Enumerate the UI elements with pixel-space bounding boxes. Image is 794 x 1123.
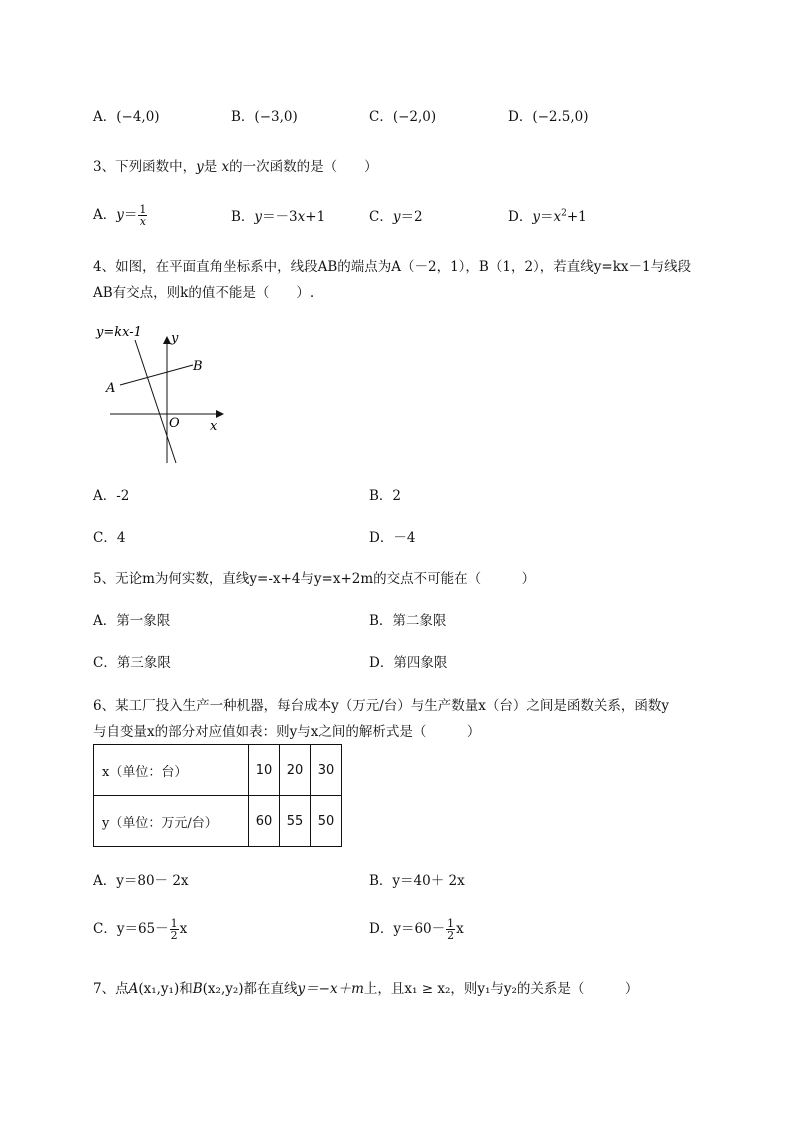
fraction: $\frac{1}{2}$ (447, 917, 455, 942)
q5-option-c: C．第三象限 (93, 655, 171, 671)
x-axis-arrow (216, 410, 224, 418)
y-axis-label: y (171, 331, 179, 346)
q5-option-b: B．第二象限 (369, 613, 447, 629)
q4-figure (90, 318, 240, 468)
q4-option-a: A．-2 (93, 488, 130, 504)
fraction: $\frac{1}{x}$ (139, 203, 147, 228)
segment-ab (120, 365, 193, 385)
table-cell: 50 (311, 796, 342, 847)
origin-label: O (169, 416, 180, 431)
q3-option-a: A．y＝ $\frac{1}{x}$ (93, 203, 147, 228)
q6-option-c: C．y＝65－ $\frac{1}{2}$ x (93, 917, 188, 942)
q3-option-b: B．y＝－3x+1 (231, 209, 326, 225)
fraction: $\frac{1}{2}$ (170, 917, 178, 942)
q4-option-d: D．－4 (369, 530, 416, 546)
point-a-label: A (106, 381, 116, 396)
q4-stem-line1: 4、如图，在平面直角坐标系中，线段AB的端点为A（－2，1），B（1，2），若直线y=kx－1与线段 (93, 259, 692, 275)
q6-option-b: B．y＝40＋ 2x (369, 873, 465, 889)
q6-stem-line1: 6、某工厂投入生产一种机器，每台成本y（万元/台）与生产数量x（台）之间是函数关系，函数y (93, 698, 670, 714)
q2-option-d: D．(−2.5,0) (508, 109, 589, 125)
table-cell: 55 (280, 796, 311, 847)
q6-stem-line2: 与自变量x的部分对应值如表：则y与x之间的解析式是（ ） (93, 724, 481, 740)
q2-option-a: A．(−4,0) (93, 109, 160, 125)
line-label: y=kx-1 (96, 325, 142, 340)
table-cell: 60 (249, 796, 280, 847)
q7-stem: 7、点A(x₁,y₁)和B(x₂,y₂)都在直线y＝−x＋m上，且x₁ ≥ x₂，则y₁与y₂的关系是（ ） (93, 981, 639, 997)
y-axis-arrow (163, 336, 171, 344)
q2-option-b: B．(−3,0) (231, 109, 298, 125)
q5-option-a: A．第一象限 (93, 613, 171, 629)
q4-option-c: C．4 (93, 530, 126, 546)
q3-option-c: C．y＝2 (369, 209, 423, 225)
table-row (94, 745, 342, 796)
table-cell: 30 (311, 745, 342, 796)
table-cell: y（单位：万元/台） (94, 796, 249, 847)
q3-stem: 3、下列函数中，y是 x的一次函数的是（ ） (93, 159, 378, 175)
q2-option-c: C．(−2,0) (369, 109, 437, 125)
x-axis-label: x (210, 419, 218, 434)
q3-option-d: D．$y=x^2+1$ (508, 208, 587, 225)
table-cell: 20 (280, 745, 311, 796)
table-cell: 10 (249, 745, 280, 796)
q6-value-table (93, 744, 342, 847)
q4-option-b: B．2 (369, 488, 402, 504)
point-b-label: B (193, 359, 203, 374)
q4-stem-line2: AB有交点，则k的值不能是（ ）. (93, 285, 315, 301)
q6-option-a: A．y＝80－ 2x (93, 873, 189, 889)
table-cell: x（单位：台） (94, 745, 249, 796)
q5-stem: 5、无论m为何实数，直线y=-x+4与y=x+2m的交点不可能在（ ） (93, 571, 536, 587)
q6-option-d: D．y＝60－ $\frac{1}{2}$ x (369, 917, 464, 942)
q5-option-d: D．第四象限 (369, 655, 448, 671)
line-kx-minus-1 (135, 340, 176, 463)
table-row (94, 796, 342, 847)
